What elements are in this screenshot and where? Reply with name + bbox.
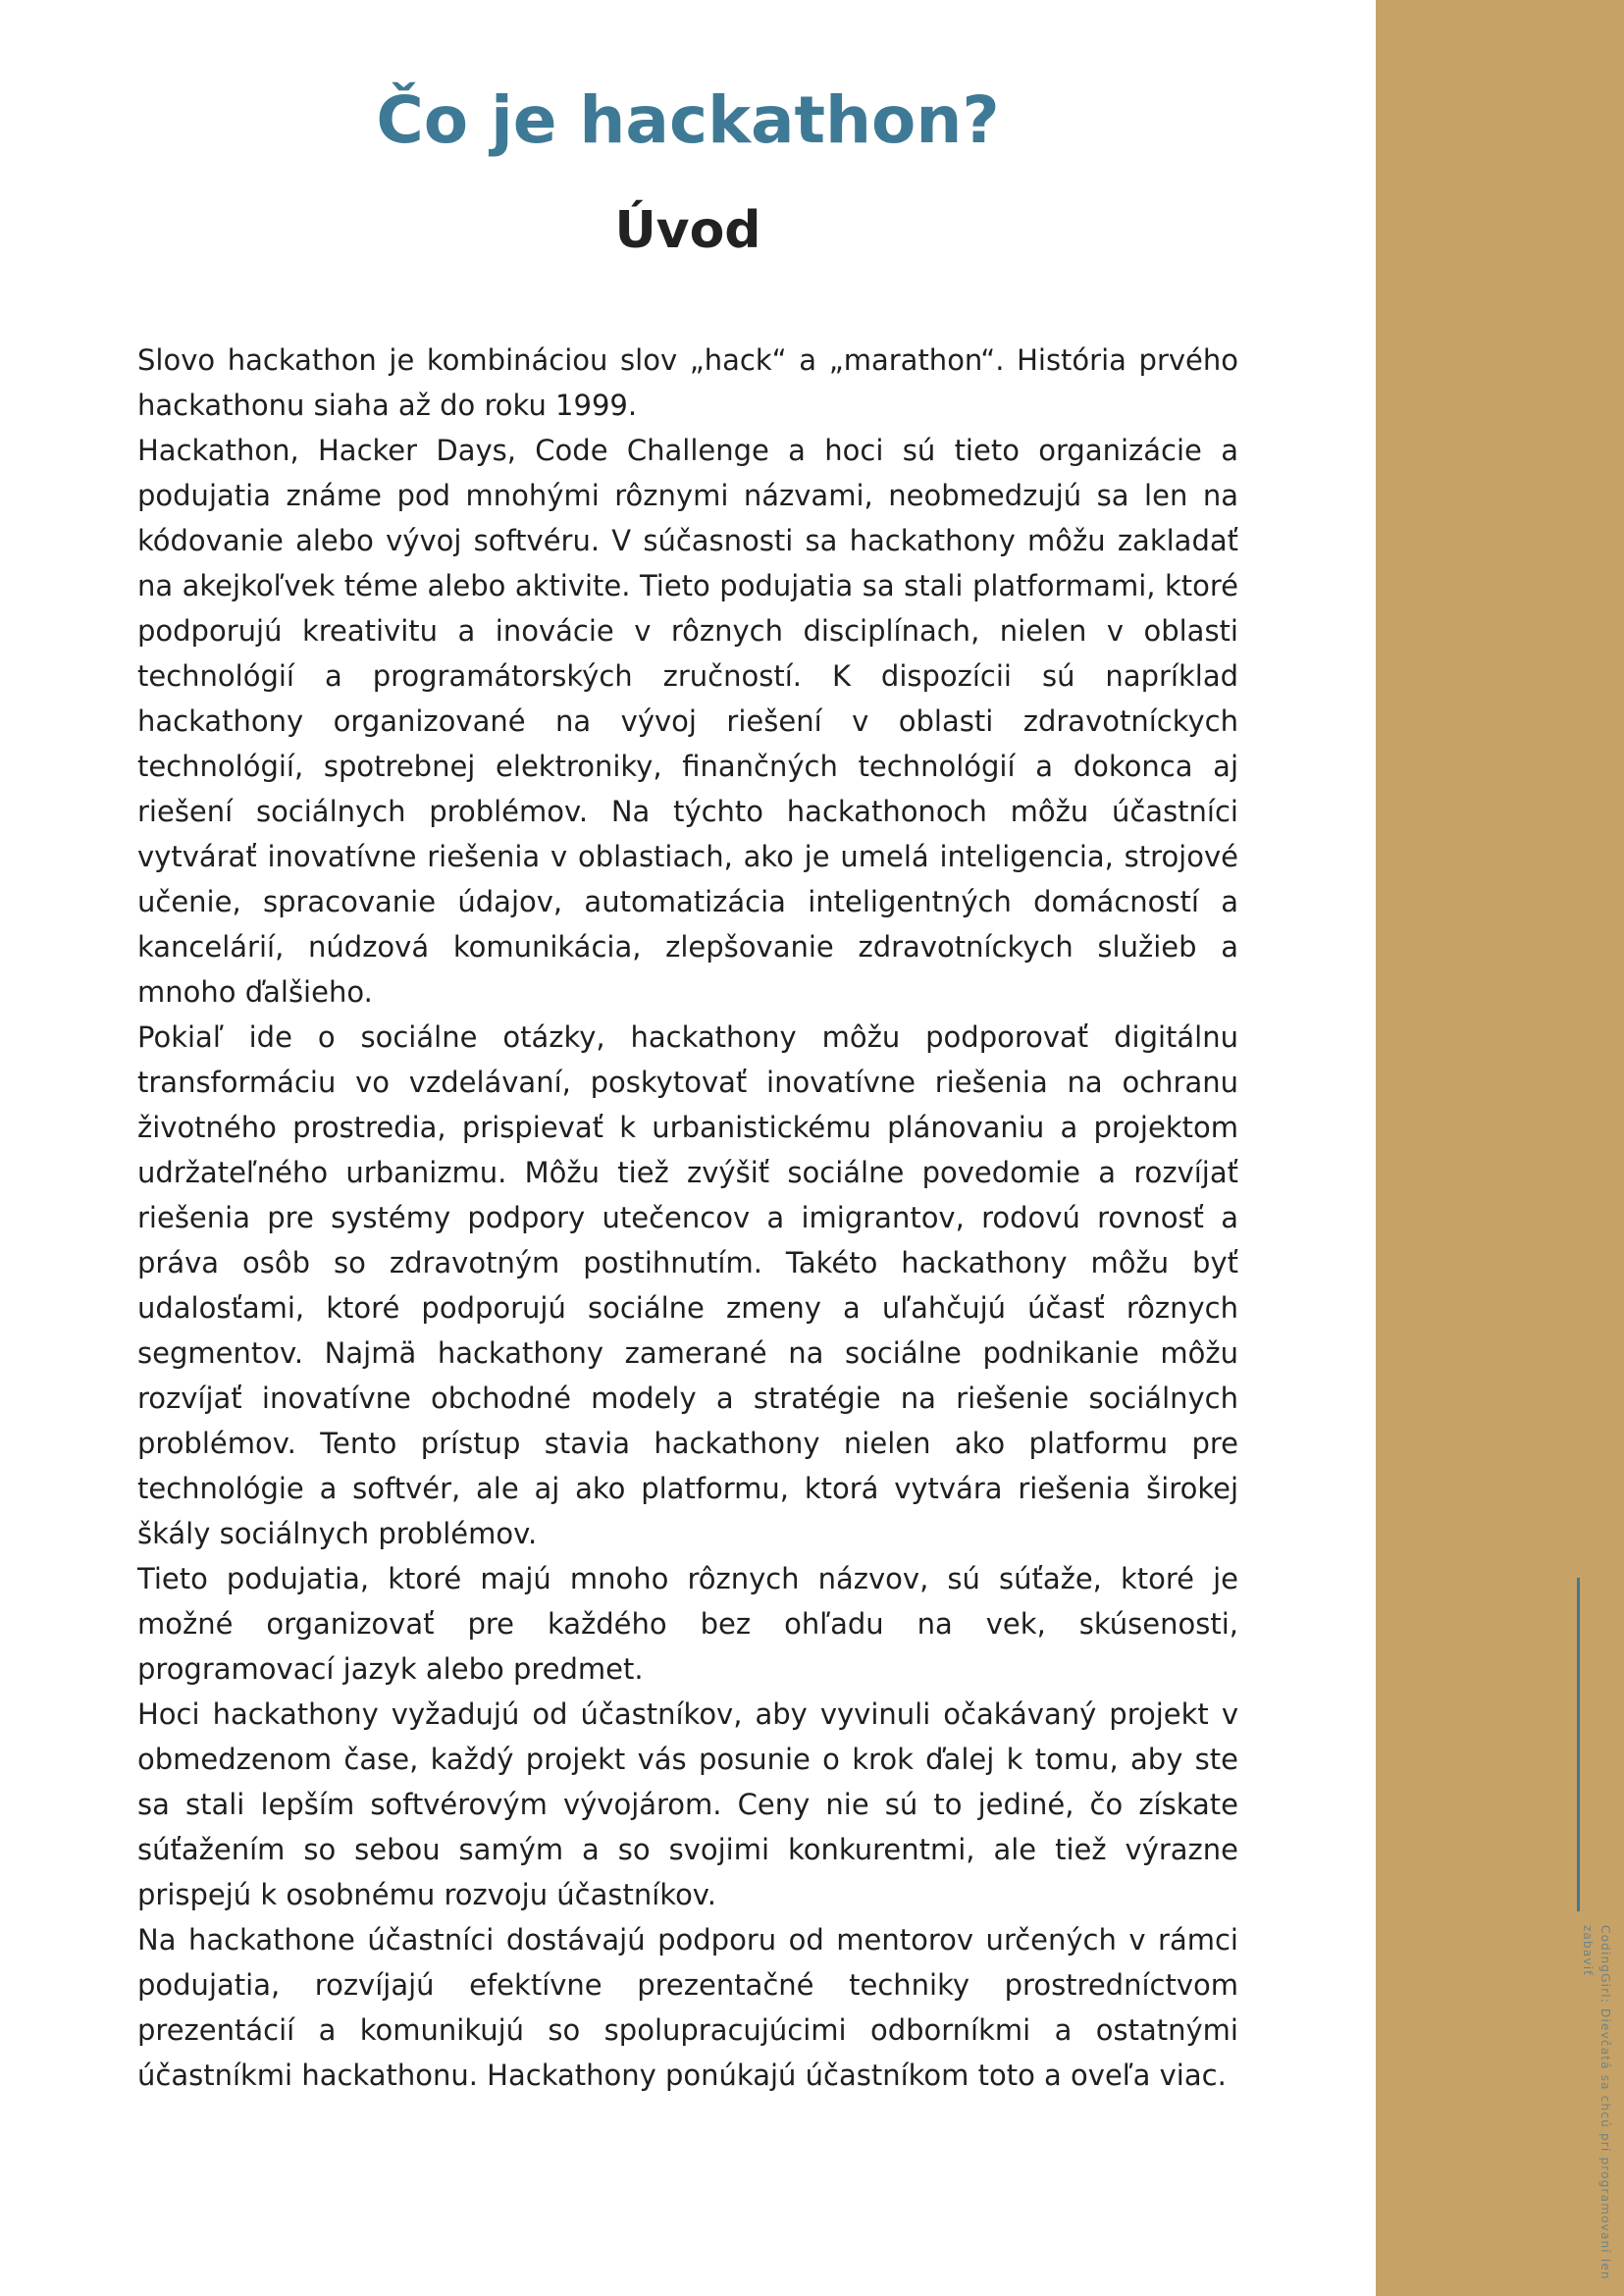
side-divider-line xyxy=(1577,1578,1580,1911)
article-body xyxy=(137,338,1238,2098)
section-subtitle: Úvod xyxy=(614,201,761,260)
page-title: Čo je hackathon? xyxy=(376,82,1000,158)
side-caption: CodingGirl: Dievčatá sa chcú pri programovaní len zabaviť xyxy=(1581,1925,1612,2280)
paragraph: Slovo hackathon je kombináciou slov „hack“ a „marathon“. História prvého hackathonu siaha až do roku 1999. xyxy=(137,343,1238,422)
paragraph: Hoci hackathony vyžadujú od účastníkov, aby vyvinuli očakávaný projekt v obmedzenom čase, každý projekt vás posunie o krok ďalej k tomu, aby ste sa stali lepším softvérovým vývojárom. Ceny nie sú to jediné, čo získate súťažením so sebou samým a so svojimi konkurentmi, ale tiež výrazne prispejú k osobnému rozvoju účastníkov. xyxy=(137,1697,1238,1911)
paragraph: Tieto podujatia, ktoré majú mnoho rôznych názvov, sú súťaže, ktoré je možné organizovať pre každého bez ohľadu na vek, skúsenosti, programovací jazyk alebo predmet. xyxy=(137,1562,1238,1686)
paragraph: Pokiaľ ide o sociálne otázky, hackathony môžu podporovať digitálnu transformáciu vo vzdelávaní, poskytovať inovatívne riešenia na ochranu životného prostredia, prispievať k urbanistickému plánovaniu a projektom udržateľného urbanizmu. Môžu tiež zvýšiť sociálne povedomie a rozvíjať riešenia pre systémy podpory utečencov a imigrantov, rodovú rovnosť a práva osôb so zdravotným postihnutím. Takéto hackathony môžu byť udalosťami, ktoré podporujú sociálne zmeny a uľahčujú účasť rôznych segmentov. Najmä hackathony zamerané na sociálne podnikanie môžu rozvíjať inovatívne obchodné modely a stratégie na riešenie sociálnych problémov. Tento prístup stavia hackathony nielen ako platformu pre technológie a softvér, ale aj ako platformu, ktorá vytvára riešenia širokej škály sociálnych problémov. xyxy=(137,1020,1238,1550)
paragraph: Na hackathone účastníci dostávajú podporu od mentorov určených v rámci podujatia, rozvíjajú efektívne prezentačné techniky prostredníctvom prezentácií a komunikujú so spolupracujúcimi odborníkmi a ostatnými účastníkmi hackathonu. Hackathony ponúkajú účastníkom toto a oveľa viac. xyxy=(137,1923,1238,2092)
paragraph: Hackathon, Hacker Days, Code Challenge a hoci sú tieto organizácie a podujatia známe pod mnohými rôznymi názvami, neobmedzujú sa len na kódovanie alebo vývoj softvéru. V súčasnosti sa hackathony môžu zakladať na akejkoľvek téme alebo aktivite. Tieto podujatia sa stali platformami, ktoré podporujú kreativitu a inovácie v rôznych disciplínach, nielen v oblasti technológií a programátorských zručností. K dispozícii sú napríklad hackathony organizované na vývoj riešení v oblasti zdravotníckych technológií, spotrebnej elektroniky, finančných technológií a dokonca aj riešení sociálnych problémov. Na týchto hackathonoch môžu účastníci vytvárať inovatívne riešenia v oblastiach, ako je umelá inteligencia, strojové učenie, spracovanie údajov, automatizácia inteligentných domácností a kancelárií, núdzová komunikácia, zlepšovanie zdravotníckych služieb a mnoho ďalšieho. xyxy=(137,434,1238,1009)
